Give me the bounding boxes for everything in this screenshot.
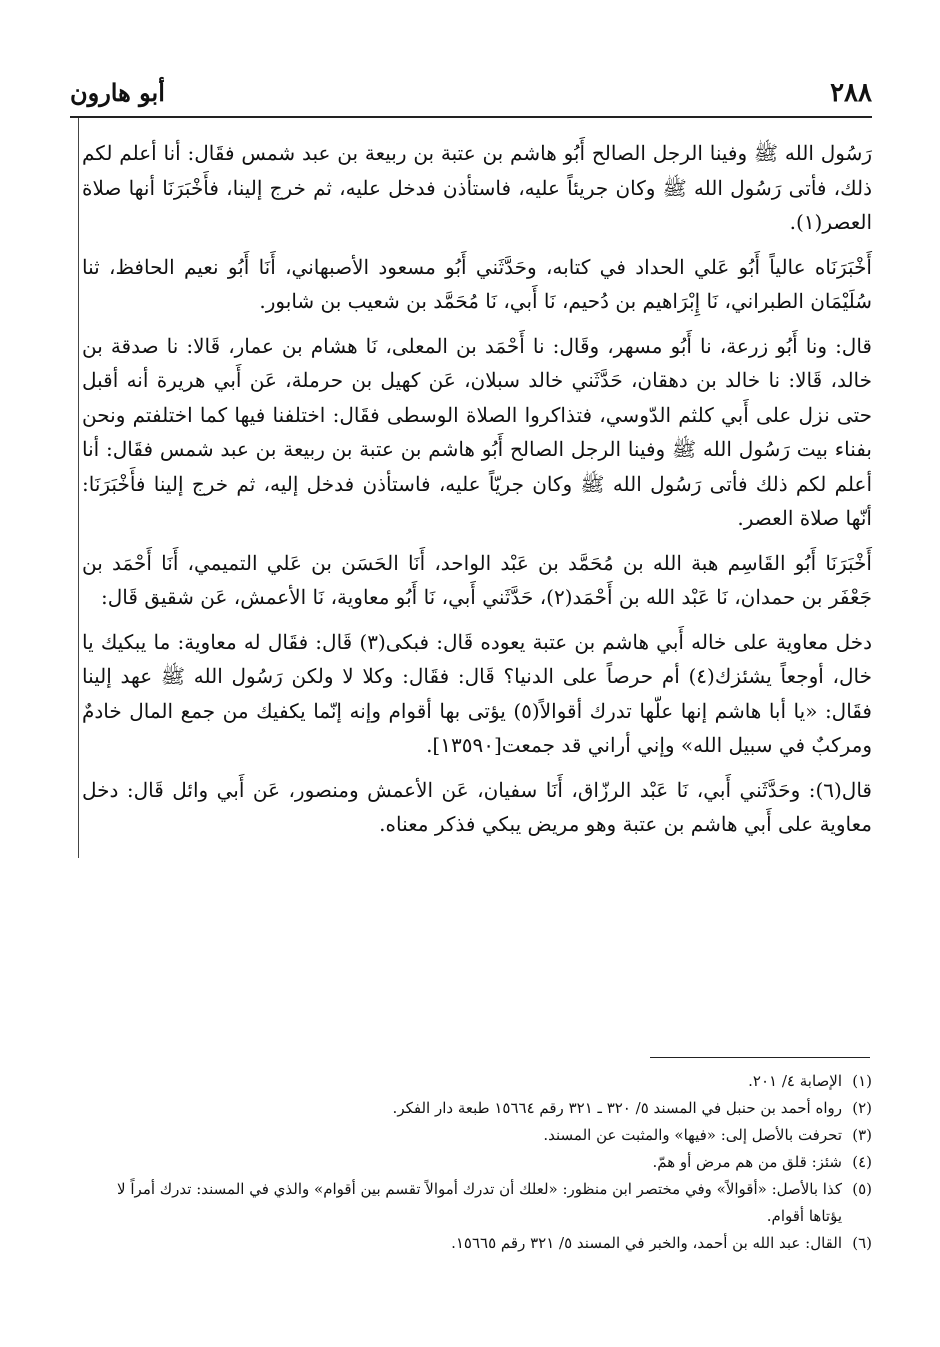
footnote (100, 1230, 872, 1257)
paragraph-4: أَخْبَرَنَا أَبُو القَاسِم هبة الله بن مُحَمَّد بن عَبْد الواحد، أَنَا الحَسَن بن عَلي التميمي، أَنَا أَحْمَد بن جَعْفَر بن حمدان، نَا عَبْد الله بن أَحْمَد(٢)، حَدَّثَني أَبي، نَا أَبُو معاوية، نَا الأعمش، عَن شقيق قَال: (82, 550, 872, 609)
footnotes (100, 1068, 872, 1257)
paragraph-6: قال(٦): وحَدَّثَني أَبي، نَا عَبْد الرزّاق، أَنَا سفيان، عَن الأعمش ومنصور، عَن أَبي وائل قَال: دخل معاوية على أَبي هاشم بن عتبة وهو مريض يبكي فذكر معناه. (82, 777, 872, 836)
footnote-rule (650, 1057, 870, 1058)
footnote (100, 1068, 872, 1095)
footnote-text: رواه أحمد بن حنبل في المسند ٥/ ٣٢٠ ـ ٣٢١ رقم ١٥٦٦٤ طبعة دار الفكر. (392, 1099, 842, 1117)
footnote-text: كذا بالأصل: «أقوالاً» وفي مختصر ابن منظور: «لعلك أن تدرك أموالاً تقسم بين أقوام» والذي في المسند: تدرك أمراً لا يؤتاها أقوام. (117, 1180, 842, 1225)
footnote (100, 1176, 872, 1230)
footnote (100, 1122, 872, 1149)
page-number: ٢٨٨ (830, 78, 872, 108)
paragraph-2: أَخْبَرَنَاه عالياً أَبُو عَلي الحداد في كتابه، وحَدَّثَني أَبُو مسعود الأصبهاني، أَنَا أَبُو نعيم الحافظ، ثنا سُلَيْمَان الطبراني، نَا إِبْرَاهيم بن دُحيم، نَا أَبي، نَا مُحَمَّد بن شعيب بن شابور. (82, 254, 872, 313)
paragraph-5: دخل معاوية على خاله أَبي هاشم بن عتبة يعوده قَال: فبكى(٣) قَال: فقَال له معاوية: ما يبكيك يا خال، أوجعاً يشئزك(٤) أم حرصاً على الدنيا؟ قَال: فقَال: وكلا لا ولكن رَسُول الله ﷺ عهد إلينا فقَال: «يا أبا هاشم إنها علّها تدرك أقوالاً(٥) يؤتى بها أقوام وإنه إنّما يكفيك من جمع المال خادمٌ ومركبٌ في سبيل الله» وإني أراني قد جمعت[١٣٥٩٠]. (82, 629, 873, 757)
footnote-text: شئز: قلق من هم مرض أو همّ. (652, 1153, 842, 1171)
main-text (82, 136, 872, 852)
header-rule (70, 116, 872, 118)
page-header (70, 70, 872, 110)
footnote (100, 1149, 872, 1176)
margin-line (78, 118, 79, 858)
paragraph-3: قال: ونا أَبُو زرعة، نا أَبُو مسهر، وقَال: نا أَحْمَد بن المعلى، نَا هشام بن عمار، قَالا: نا صدقة بن خالد، قَالا: نا خالد بن دهقان، حَدَّثَني خالد سبلان، عَن كهيل بن حرملة، عَن أَبي هريرة أنه أقبل حتى نزل على أَبي كلثم الدّوسي، فتذاكروا الصلاة الوسطى فقَال: اختلفنا فيها كما اختلفتم ونحن بفناء بيت رَسُول الله ﷺ وفينا الرجل الصالح أَبُو هاشم بن عتبة بن ربيعة بن عبد شمس فقَال: أنا أعلم لكم ذلك فأتى رَسُول الله ﷺ وكان جريّاً عليه، فاستأذن فدخل إليه، ثم خرج إلينا فأَخْبَرَنَا: أنّها صلاة العصر. (82, 333, 872, 530)
footnote-number: (٢) (852, 1099, 872, 1117)
footnote (100, 1095, 872, 1122)
footnote-number: (١) (852, 1072, 872, 1090)
footnote-number: (٥) (852, 1180, 872, 1198)
footnote-number: (٦) (852, 1234, 872, 1252)
footnote-text: القال: عبد الله بن أحمد، والخبر في المسند ٥/ ٣٢١ رقم ١٥٦٦٥. (451, 1234, 842, 1252)
footnote-number: (٣) (852, 1126, 872, 1144)
footnote-text: الإصابة ٤/ ٢٠١. (748, 1072, 842, 1090)
footnote-number: (٤) (852, 1153, 872, 1171)
footnote-text: تحرفت بالأصل إلى: «فيها» والمثبت عن المسند. (543, 1126, 842, 1144)
paragraph-1: رَسُول الله ﷺ وفينا الرجل الصالح أَبُو هاشم بن عتبة بن ربيعة بن عبد شمس فقَال: أنا أعلم لكم ذلك، فأتى رَسُول الله ﷺ وكان جريئاً عليه، فاستأذن فدخل عليه، ثم خرج إلينا، فأَخْبَرَنَا أنها صلاة العصر(١). (82, 141, 872, 234)
running-title: أبو هارون (70, 78, 165, 107)
